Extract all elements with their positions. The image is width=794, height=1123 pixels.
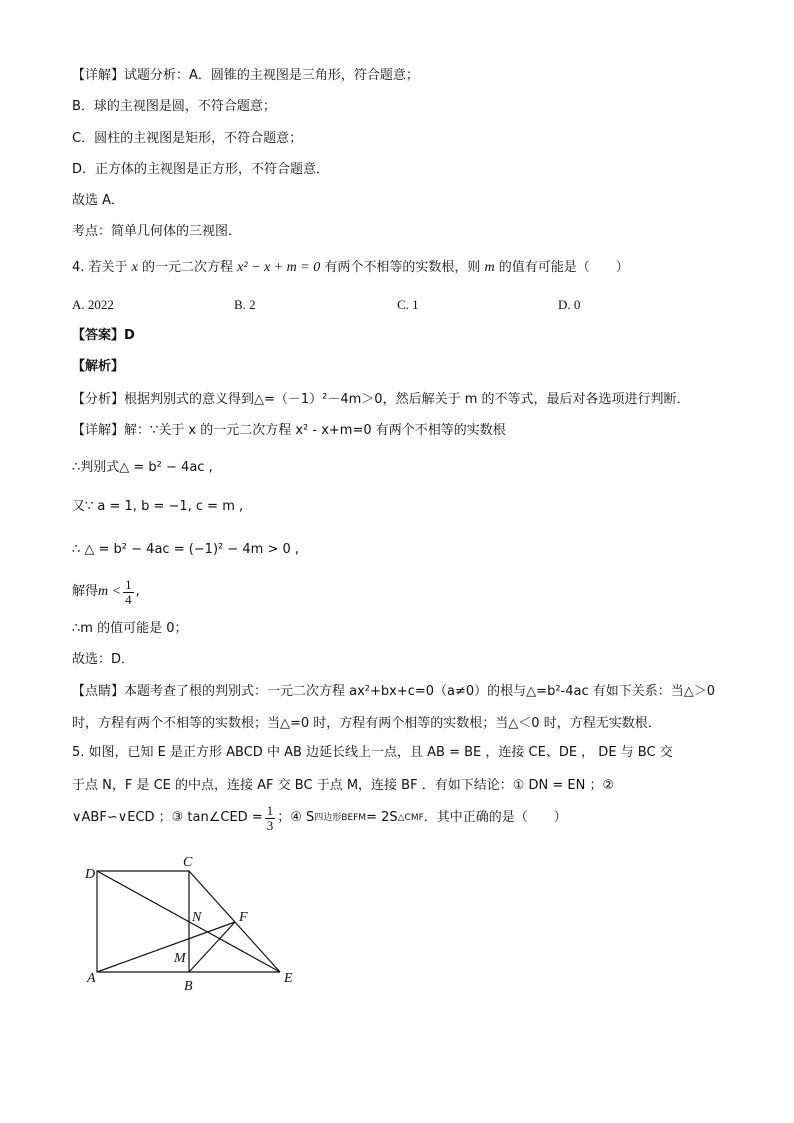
label-m: M [174, 951, 186, 966]
label-n: N [192, 910, 202, 925]
question-5-line: 于点 N，F 是 CE 的中点，连接 AF 交 BC 于点 M，连接 BF ．有如下结论：① DN = EN ；② [72, 778, 615, 793]
analysis-label: 【解析】 [72, 359, 125, 374]
fraction [123, 578, 134, 607]
answer-label: 【答案】D [72, 328, 135, 343]
solution-step: 故选：D． [72, 652, 135, 667]
q5-part: ．其中正确的是（ ） [423, 810, 567, 825]
text-line: 【详解】解：∵关于 x 的一元二次方程 x² - x+m=0 有两个不相等的实数根 [72, 423, 506, 438]
question-5-line [72, 800, 567, 836]
q4-var-x: x [131, 260, 138, 275]
fraction-numerator: 1 [125, 576, 132, 592]
solution-step: ∴m 的值可能是 0； [72, 621, 188, 636]
segment-bf [189, 922, 235, 972]
step-text: , [135, 584, 140, 599]
fraction-denominator: 3 [266, 817, 274, 833]
geometry-figure [80, 850, 310, 995]
q4-part: 的值有可能是（ ） [494, 260, 629, 275]
option-c: C. 1 [397, 297, 419, 312]
text-line: 故选 A． [72, 193, 125, 208]
label-d: D [85, 867, 96, 882]
option-b: B. 2 [234, 297, 256, 312]
text-line: 【分析】根据判别式的意义得到△=（－1）²－4m＞0，然后解关于 m 的不等式，最后对各选项进行判断． [72, 392, 690, 407]
q4-part: 有两个不相等的实数根，则 [320, 260, 485, 275]
label-a: A [87, 971, 96, 986]
label-c: C [183, 855, 193, 870]
fraction-denominator: 4 [125, 591, 132, 607]
q4-part: 的一元二次方程 [137, 260, 238, 275]
q5-part: ∨ABF∽∨ECD ；③ tan∠CED = [72, 810, 263, 825]
step-text: 解得 [72, 584, 99, 599]
solution-step: 又∵ a = 1, b = −1, c = m , [72, 499, 244, 514]
solution-step [72, 574, 140, 610]
option-d: D. 0 [558, 297, 581, 312]
step-math: m < [98, 584, 122, 599]
fraction [265, 804, 276, 833]
label-e: E [284, 971, 293, 986]
segment-af [97, 922, 235, 972]
solution-step: ∴ △ = b² − 4ac = (−1)² − 4m > 0 , [72, 542, 300, 557]
q5-subscript: 四边形BEFM [314, 813, 367, 823]
fraction-numerator: 1 [266, 802, 274, 818]
question-4-stem [72, 259, 629, 277]
text-line: 考点：简单几何体的三视图． [72, 224, 242, 239]
solution-step: ∴判别式△ = b² − 4ac , [72, 460, 213, 475]
q4-part: 4. 若关于 [72, 260, 132, 275]
q5-subscript: △CMF [397, 813, 424, 823]
text-line: C．圆柱的主视图是矩形，不符合题意； [72, 131, 303, 146]
q5-part: = 2S [366, 810, 398, 825]
comment-line: 时，方程有两个不相等的实数根；当△=0 时，方程有两个相等的实数根；当△＜0 时，方程无实数根． [72, 716, 661, 731]
text-line: 【详解】试题分析：A．圆锥的主视图是三角形，符合题意； [72, 68, 419, 83]
question-5-line: 5. 如图，已知 E 是正方形 ABCD 中 AB 边延长线上一点，且 AB = BE ，连接 CE、DE ， DE 与 BC 交 [72, 745, 673, 760]
text-line: B．球的主视图是圆，不符合题意； [72, 99, 276, 114]
label-f: F [239, 910, 248, 925]
label-b: B [184, 979, 193, 994]
option-a: A. 2022 [72, 297, 114, 312]
text-line: D．正方体的主视图是正方形，不符合题意． [72, 162, 330, 177]
q5-part: ；④ S [277, 810, 315, 825]
comment-line: 【点睛】本题考查了根的判别式：一元二次方程 ax²+bx+c=0（a≠0）的根与△=b²-4ac 有如下关系：当△＞0 [72, 684, 716, 699]
q4-var-m: m [484, 260, 495, 275]
q4-equation: x² − x + m = 0 [237, 260, 321, 275]
